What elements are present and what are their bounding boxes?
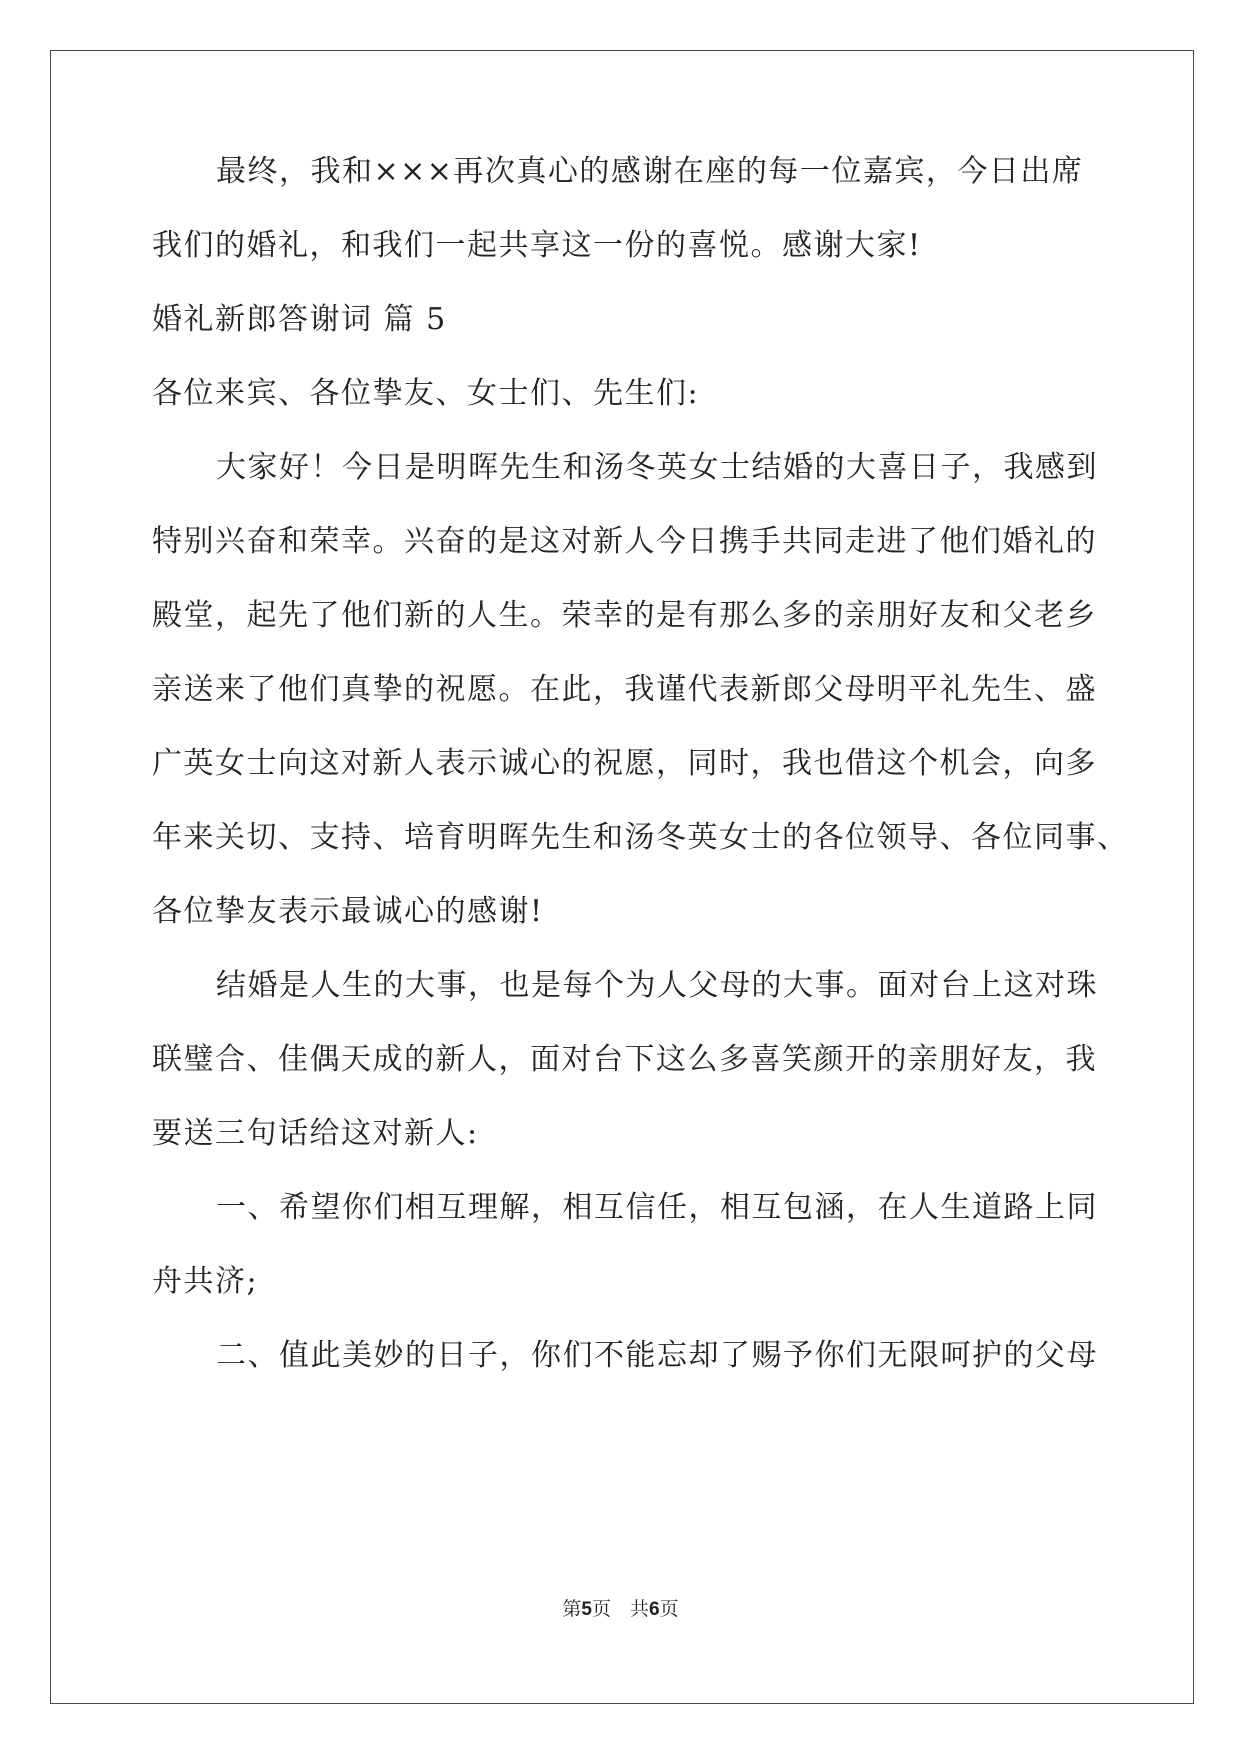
text-line: 特别兴奋和荣幸。兴奋的是这对新人今日携手共同走进了他们婚礼的	[152, 524, 1097, 559]
footer-prefix: 第	[562, 1598, 582, 1620]
text-line: 年来关切、支持、培育明晖先生和汤冬英女士的各位领导、各位同事、	[152, 820, 1129, 855]
page-border	[50, 50, 1194, 1704]
text-line: 亲送来了他们真挚的祝愿。在此，我谨代表新郎父母明平礼先生、盛	[152, 672, 1097, 707]
text-line: 二、值此美妙的日子，你们不能忘却了赐予你们无限呵护的父母	[216, 1338, 1098, 1373]
section-heading: 婚礼新郎答谢词 篇 5	[152, 302, 447, 337]
text-line: 最终，我和×××再次真心的感谢在座的每一位嘉宾，今日出席	[216, 154, 1084, 189]
page-footer	[0, 1594, 1241, 1621]
text-line: 各位挚友表示最诚心的感谢!	[152, 894, 544, 929]
text-line: 要送三句话给这对新人:	[152, 1116, 479, 1151]
total-page-number: 6	[649, 1599, 660, 1620]
footer-middle: 页 共	[591, 1598, 649, 1620]
text-line: 大家好！今日是明晖先生和汤冬英女士结婚的大喜日子，我感到	[216, 450, 1098, 485]
text-line: 一、希望你们相互理解，相互信任，相互包涵，在人生道路上同	[216, 1190, 1098, 1225]
text-line: 结婚是人生的大事，也是每个为人父母的大事。面对台上这对珠	[216, 968, 1098, 1003]
footer-suffix: 页	[659, 1598, 679, 1620]
text-line: 广英女士向这对新人表示诚心的祝愿，同时，我也借这个机会，向多	[152, 746, 1097, 781]
current-page-number: 5	[581, 1599, 592, 1620]
salutation: 各位来宾、各位挚友、女士们、先生们:	[152, 376, 700, 411]
text-line: 联璧合、佳偶天成的新人，面对台下这么多喜笑颜开的亲朋好友，我	[152, 1042, 1097, 1077]
text-line: 殿堂，起先了他们新的人生。荣幸的是有那么多的亲朋好友和父老乡	[152, 598, 1097, 633]
text-line: 舟共济;	[152, 1264, 259, 1299]
text-line: 我们的婚礼，和我们一起共享这一份的喜悦。感谢大家!	[152, 228, 922, 263]
